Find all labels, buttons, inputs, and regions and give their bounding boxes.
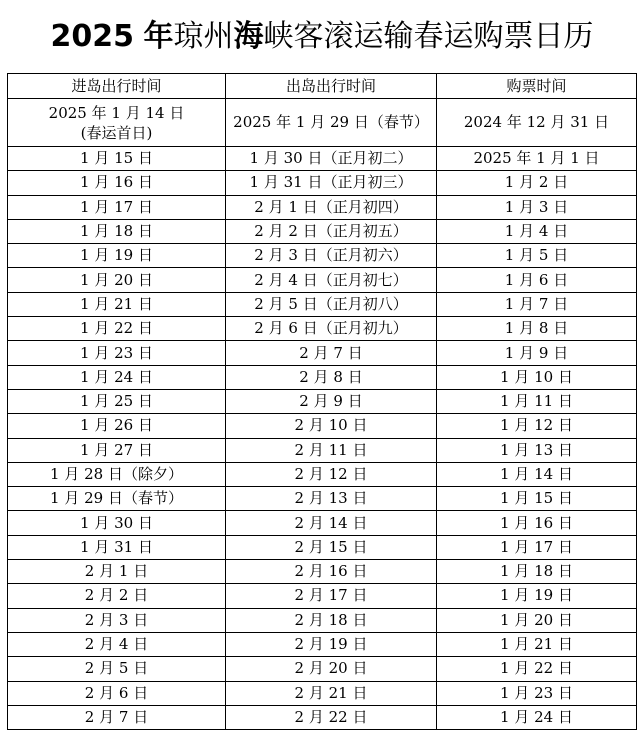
exit-cell: 2 月 11 日 — [226, 438, 437, 462]
purchase-cell: 1 月 21 日 — [437, 632, 637, 656]
exit-cell: 2 月 19 日 — [226, 632, 437, 656]
table-row — [8, 317, 637, 341]
entry-cell: 1 月 17 日 — [8, 195, 226, 219]
entry-cell: 1 月 19 日 — [8, 244, 226, 268]
table-row — [8, 487, 637, 511]
table-row — [8, 341, 637, 365]
exit-cell: 2 月 14 日 — [226, 511, 437, 535]
exit-cell: 2 月 4 日（正月初七） — [226, 268, 437, 292]
exit-cell: 2 月 10 日 — [226, 414, 437, 438]
entry-cell: 2 月 2 日 — [8, 584, 226, 608]
purchase-cell: 2024 年 12 月 31 日 — [437, 99, 637, 147]
purchase-cell: 2025 年 1 月 1 日 — [437, 147, 637, 171]
entry-cell: 1 月 22 日 — [8, 317, 226, 341]
purchase-cell: 1 月 4 日 — [437, 219, 637, 243]
exit-cell: 2 月 2 日（正月初五） — [226, 219, 437, 243]
purchase-cell: 1 月 13 日 — [437, 438, 637, 462]
purchase-cell: 1 月 2 日 — [437, 171, 637, 195]
header-row — [8, 74, 637, 99]
purchase-cell: 1 月 17 日 — [437, 535, 637, 559]
entry-cell: 1 月 31 日 — [8, 535, 226, 559]
purchase-cell: 1 月 8 日 — [437, 317, 637, 341]
table-row — [8, 608, 637, 632]
entry-cell: 1 月 21 日 — [8, 292, 226, 316]
page-title — [0, 14, 644, 60]
exit-cell: 2 月 15 日 — [226, 535, 437, 559]
exit-cell: 2 月 1 日（正月初四） — [226, 195, 437, 219]
exit-cell: 2 月 16 日 — [226, 560, 437, 584]
table-row — [8, 219, 637, 243]
entry-cell: 1 月 27 日 — [8, 438, 226, 462]
entry-cell: 2 月 7 日 — [8, 705, 226, 729]
entry-cell: 1 月 20 日 — [8, 268, 226, 292]
exit-cell: 2 月 17 日 — [226, 584, 437, 608]
entry-cell: 1 月 18 日 — [8, 219, 226, 243]
table-row — [8, 171, 637, 195]
entry-cell: 1 月 23 日 — [8, 341, 226, 365]
exit-cell: 2 月 8 日 — [226, 365, 437, 389]
title-hai: 海 — [233, 19, 264, 54]
entry-cell: 2 月 4 日 — [8, 632, 226, 656]
table-row — [8, 414, 637, 438]
table-row — [8, 462, 637, 486]
table-row — [8, 657, 637, 681]
header-exit: 出岛出行时间 — [226, 74, 437, 99]
title-year: 2025 — [50, 19, 134, 54]
table-row — [8, 632, 637, 656]
table-row — [8, 244, 637, 268]
purchase-cell: 1 月 23 日 — [437, 681, 637, 705]
purchase-cell: 1 月 14 日 — [437, 462, 637, 486]
header-purchase: 购票时间 — [437, 74, 637, 99]
purchase-cell: 1 月 18 日 — [437, 560, 637, 584]
table-row — [8, 535, 637, 559]
purchase-cell: 1 月 24 日 — [437, 705, 637, 729]
entry-cell: 1 月 28 日（除夕） — [8, 462, 226, 486]
purchase-cell: 1 月 20 日 — [437, 608, 637, 632]
exit-cell: 2 月 20 日 — [226, 657, 437, 681]
entry-cell: 2 月 5 日 — [8, 657, 226, 681]
entry-cell: 1 月 25 日 — [8, 389, 226, 413]
purchase-cell: 1 月 16 日 — [437, 511, 637, 535]
exit-cell: 2 月 7 日 — [226, 341, 437, 365]
table-row — [8, 99, 637, 147]
table-row — [8, 438, 637, 462]
entry-cell: 1 月 16 日 — [8, 171, 226, 195]
entry-cell: 1 月 30 日 — [8, 511, 226, 535]
title-part1: 琼州 — [173, 19, 234, 54]
exit-cell: 1 月 30 日（正月初二） — [226, 147, 437, 171]
exit-cell: 2 月 9 日 — [226, 389, 437, 413]
exit-cell: 2025 年 1 月 29 日（春节） — [226, 99, 437, 147]
exit-cell: 2 月 18 日 — [226, 608, 437, 632]
entry-line2: (春运首日) — [80, 123, 153, 142]
exit-cell: 2 月 13 日 — [226, 487, 437, 511]
entry-cell: 1 月 15 日 — [8, 147, 226, 171]
entry-cell: 2 月 1 日 — [8, 560, 226, 584]
purchase-cell: 1 月 10 日 — [437, 365, 637, 389]
table-row — [8, 292, 637, 316]
exit-cell: 2 月 12 日 — [226, 462, 437, 486]
purchase-cell: 1 月 3 日 — [437, 195, 637, 219]
exit-cell: 2 月 5 日（正月初八） — [226, 292, 437, 316]
exit-cell: 2 月 22 日 — [226, 705, 437, 729]
header-entry: 进岛出行时间 — [8, 74, 226, 99]
title-nian: 年 — [143, 19, 174, 54]
purchase-cell: 1 月 9 日 — [437, 341, 637, 365]
table-row — [8, 365, 637, 389]
entry-cell: 1 月 26 日 — [8, 414, 226, 438]
entry-line1: 2025 年 1 月 14 日 — [48, 103, 185, 122]
entry-cell: 1 月 29 日（春节） — [8, 487, 226, 511]
table-row — [8, 560, 637, 584]
table-row — [8, 681, 637, 705]
table-row — [8, 511, 637, 535]
table-row — [8, 705, 637, 729]
table-row — [8, 584, 637, 608]
exit-cell: 2 月 3 日（正月初六） — [226, 244, 437, 268]
exit-cell: 2 月 6 日（正月初九） — [226, 317, 437, 341]
table-row — [8, 195, 637, 219]
exit-cell: 2 月 21 日 — [226, 681, 437, 705]
purchase-cell: 1 月 11 日 — [437, 389, 637, 413]
entry-cell: 1 月 24 日 — [8, 365, 226, 389]
exit-cell: 1 月 31 日（正月初三） — [226, 171, 437, 195]
table-row — [8, 147, 637, 171]
purchase-cell: 1 月 15 日 — [437, 487, 637, 511]
entry-cell — [8, 99, 226, 147]
entry-cell: 2 月 6 日 — [8, 681, 226, 705]
purchase-cell: 1 月 22 日 — [437, 657, 637, 681]
purchase-cell: 1 月 19 日 — [437, 584, 637, 608]
purchase-cell: 1 月 12 日 — [437, 414, 637, 438]
table-row — [8, 389, 637, 413]
entry-cell: 2 月 3 日 — [8, 608, 226, 632]
title-part2: 峡客滚运输春运购票日历 — [263, 19, 594, 54]
purchase-cell: 1 月 6 日 — [437, 268, 637, 292]
table-row — [8, 268, 637, 292]
purchase-cell: 1 月 7 日 — [437, 292, 637, 316]
purchase-cell: 1 月 5 日 — [437, 244, 637, 268]
ticket-calendar-table — [7, 73, 637, 730]
